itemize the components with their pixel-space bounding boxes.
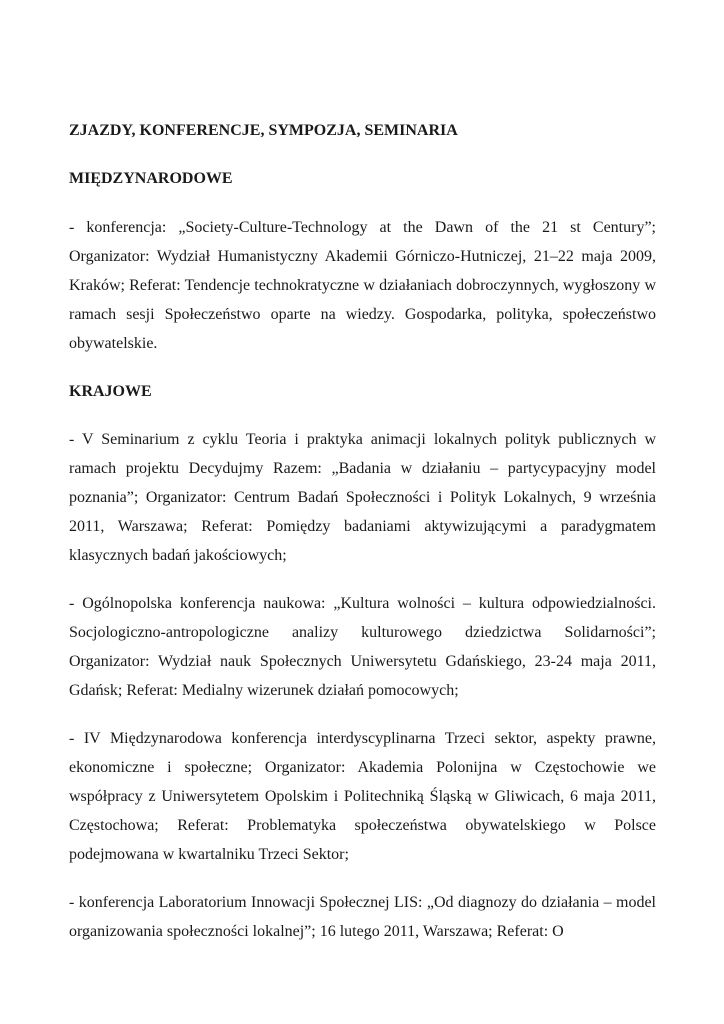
section-heading-national: KRAJOWE [69,383,152,400]
conference-entry: - Ogólnopolska konferencja naukowa: „Kultura wolności – kultura odpowiedzialności. Socjologiczno-antropologiczne analizy kulturowego dziedzictwa Solidarności”; Organizator: Wydział nauk Społecznych Uniwersytetu Gdańskiego, 23-24 maja 2011, Gdańsk; Referat: Medialny wizerunek działań pomocowych; [69,595,656,699]
section-heading-international: MIĘDZYNARODOWE [69,170,233,187]
document-title: ZJAZDY, KONFERENCJE, SYMPOZJA, SEMINARIA [69,122,458,139]
conference-entry: - V Seminarium z cyklu Teoria i praktyka animacji lokalnych polityk publicznych w ramach projektu Decydujmy Razem: „Badania w działaniu – partycypacyjny model poznania”; Organizator: Centrum Badań Społeczności i Polityk Lokalnych, 9 września 2011, Warszawa; Referat: Pomiędzy badaniami aktywizującymi a paradygmatem klasycznych badań jakościowych; [69,431,656,564]
document-page [69,116,656,946]
conference-entry: - konferencja Laboratorium Innowacji Społecznej LIS: „Od diagnozy do działania – model organizowania społeczności lokalnej”; 16 lutego 2011, Warszawa; Referat: O [69,894,656,940]
conference-entry: - IV Międzynarodowa konferencja interdyscyplinarna Trzeci sektor, aspekty prawne, ekonomiczne i społeczne; Organizator: Akademia Polonijna w Częstochowie we współpracy z Uniwersytetem Opolskim i Politechniką Śląską w Gliwicach, 6 maja 2011, Częstochowa; Referat: Problematyka społeczeństwa obywatelskiego w Polsce podejmowana w kwartalniku Trzeci Sektor; [69,730,656,863]
conference-entry: - konferencja: „Society-Culture-Technology at the Dawn of the 21 st Century”; Organizator: Wydział Humanistyczny Akademii Górniczo-Hutniczej, 21–22 maja 2009, Kraków; Referat: Tendencje technokratyczne w działaniach dobroczynnych, wygłoszony w ramach sesji Społeczeństwo oparte na wiedzy. Gospodarka, polityka, społeczeństwo obywatelskie. [69,219,656,352]
